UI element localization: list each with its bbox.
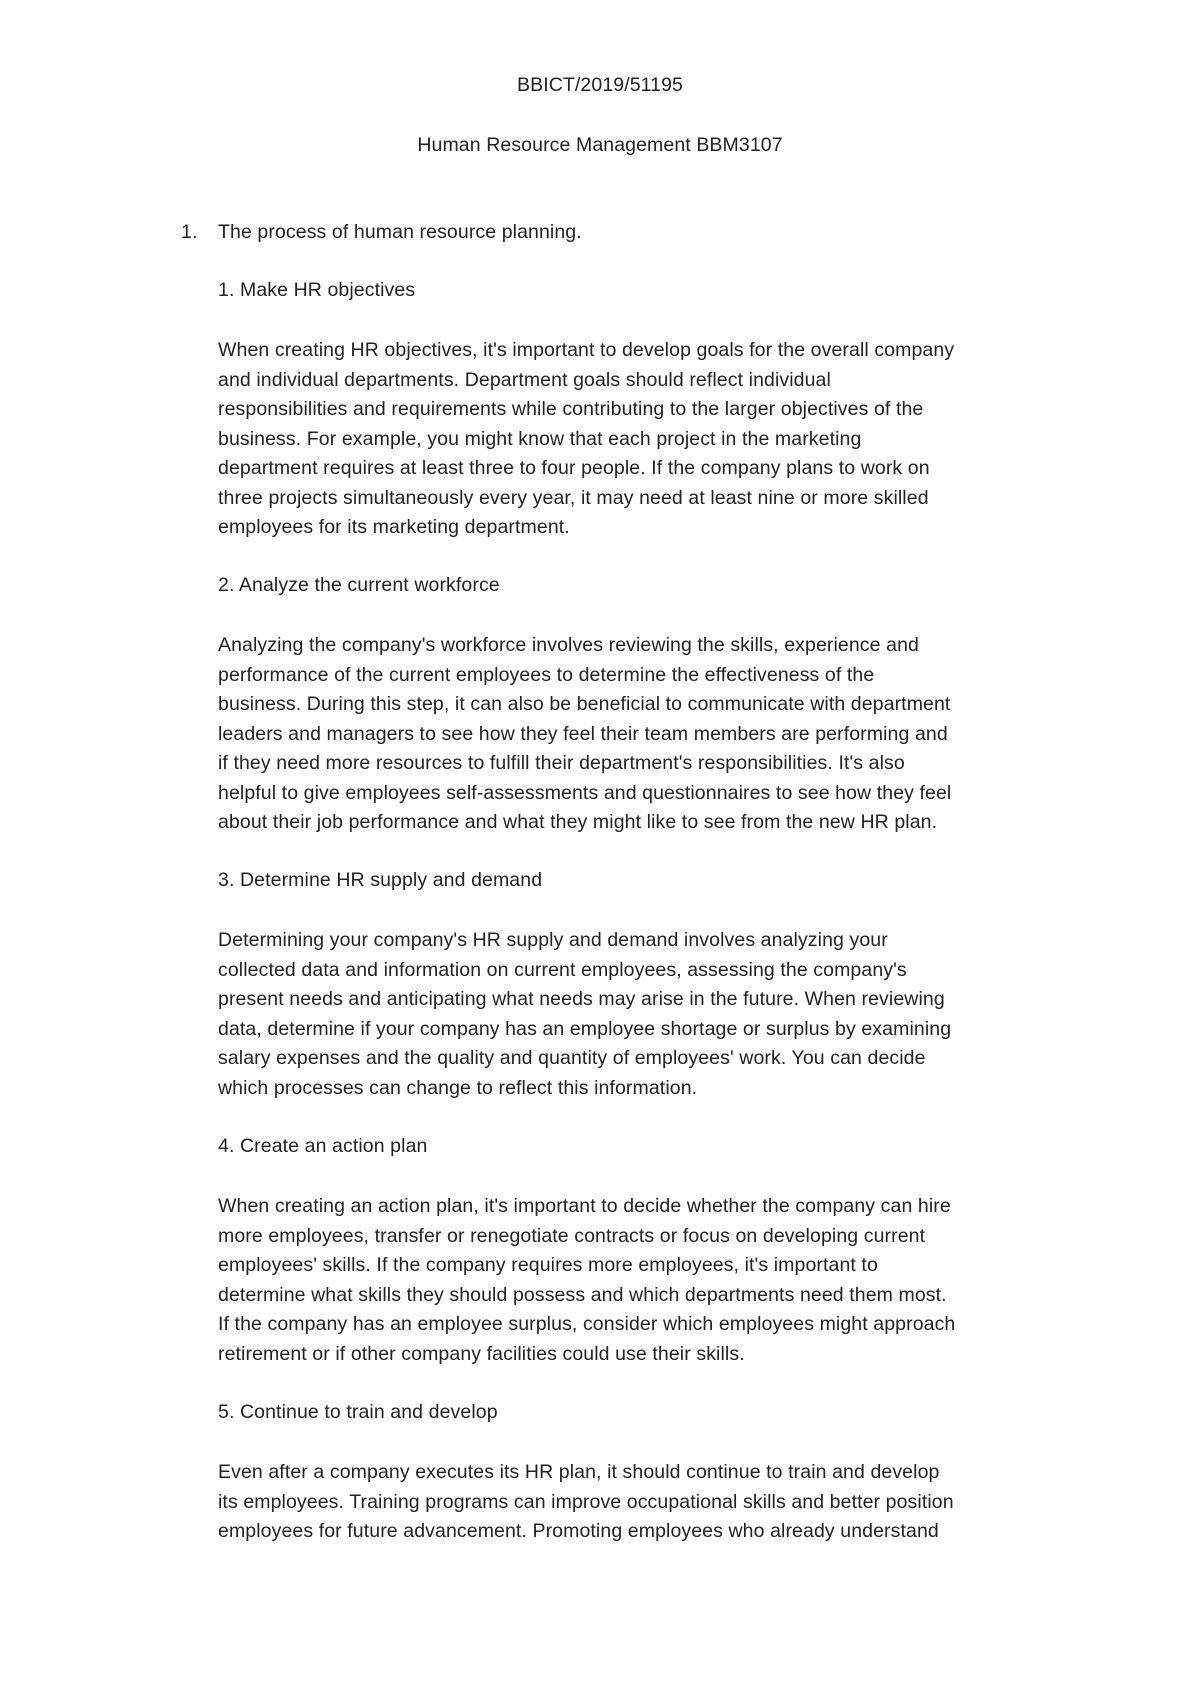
body-line: employees for future advancement. Promoting employees who already understand [218, 1520, 939, 1542]
question-text: The process of human resource planning. [218, 221, 582, 243]
body-line: When creating HR objectives, it's important to develop goals for the overall company [218, 339, 955, 361]
step-heading-3: 3. Determine HR supply and demand [218, 869, 543, 891]
body-line: and individual departments. Department goals should reflect individual [218, 368, 831, 391]
body-line: its employees. Training programs can improve occupational skills and better position [218, 1490, 954, 1513]
body-line: three projects simultaneously every year, it may need at least nine or more skilled [218, 486, 929, 509]
body-line: about their job performance and what they might like to see from the new HR plan. [218, 811, 938, 833]
body-line: salary expenses and the quality and quantity of employees' work. You can decide [218, 1047, 926, 1069]
body-line: more employees, transfer or renegotiate contracts or focus on developing current [218, 1224, 926, 1247]
step-heading-2: 2. Analyze the current workforce [218, 574, 500, 596]
step-heading-1: 1. Make HR objectives [218, 279, 416, 301]
body-line: responsibilities and requirements while contributing to the larger objectives of the [218, 398, 924, 420]
body-line: business. For example, you might know that each project in the marketing [218, 427, 862, 450]
body-line: helpful to give employees self-assessments and questionnaires to see how they feel [218, 781, 952, 804]
body-line: performance of the current employees to determine the effectiveness of the [218, 663, 875, 686]
course-title: Human Resource Management BBM3107 [417, 134, 783, 156]
body-line: Even after a company executes its HR plan, it should continue to train and develop [218, 1461, 940, 1483]
step-body-4 [218, 1192, 1058, 1369]
body-line: leaders and managers to see how they feel their team members are performing and [218, 722, 948, 745]
body-line: employees' skills. If the company requires more employees, it's important to [218, 1254, 878, 1276]
question-number: 1. [181, 221, 198, 243]
body-line: retirement or if other company facilities could use their skills. [218, 1342, 745, 1365]
body-line: department requires at least three to four people. If the company plans to work on [218, 457, 930, 479]
body-line: business. During this step, it can also be beneficial to communicate with department [218, 693, 951, 715]
step-heading-5: 5. Continue to train and develop [218, 1401, 498, 1423]
body-line: data, determine if your company has an employee shortage or surplus by examining [218, 1017, 952, 1040]
body-line: Analyzing the company's workforce involves reviewing the skills, experience and [218, 634, 919, 656]
student-id: BBICT/2019/51195 [516, 74, 684, 96]
step-body-5 [218, 1458, 1058, 1547]
body-line: When creating an action plan, it's important to decide whether the company can hire [218, 1195, 951, 1217]
step-body-2 [218, 631, 1058, 838]
body-line: if they need more resources to fulfill their department's responsibilities. It's also [218, 752, 905, 774]
body-line: which processes can change to reflect this information. [218, 1076, 698, 1099]
body-line: Determining your company's HR supply and demand involves analyzing your [218, 929, 888, 951]
body-line: If the company has an employee surplus, consider which employees might approach [218, 1313, 956, 1335]
body-line: employees for its marketing department. [218, 516, 570, 538]
step-body-3 [218, 926, 1058, 1103]
body-line: present needs and anticipating what needs may arise in the future. When reviewing [218, 988, 945, 1010]
body-line: determine what skills they should possess and which departments need them most. [218, 1283, 947, 1306]
body-line: collected data and information on current employees, assessing the company's [218, 958, 907, 981]
step-body-1 [218, 336, 1058, 543]
step-heading-4: 4. Create an action plan [218, 1135, 428, 1157]
